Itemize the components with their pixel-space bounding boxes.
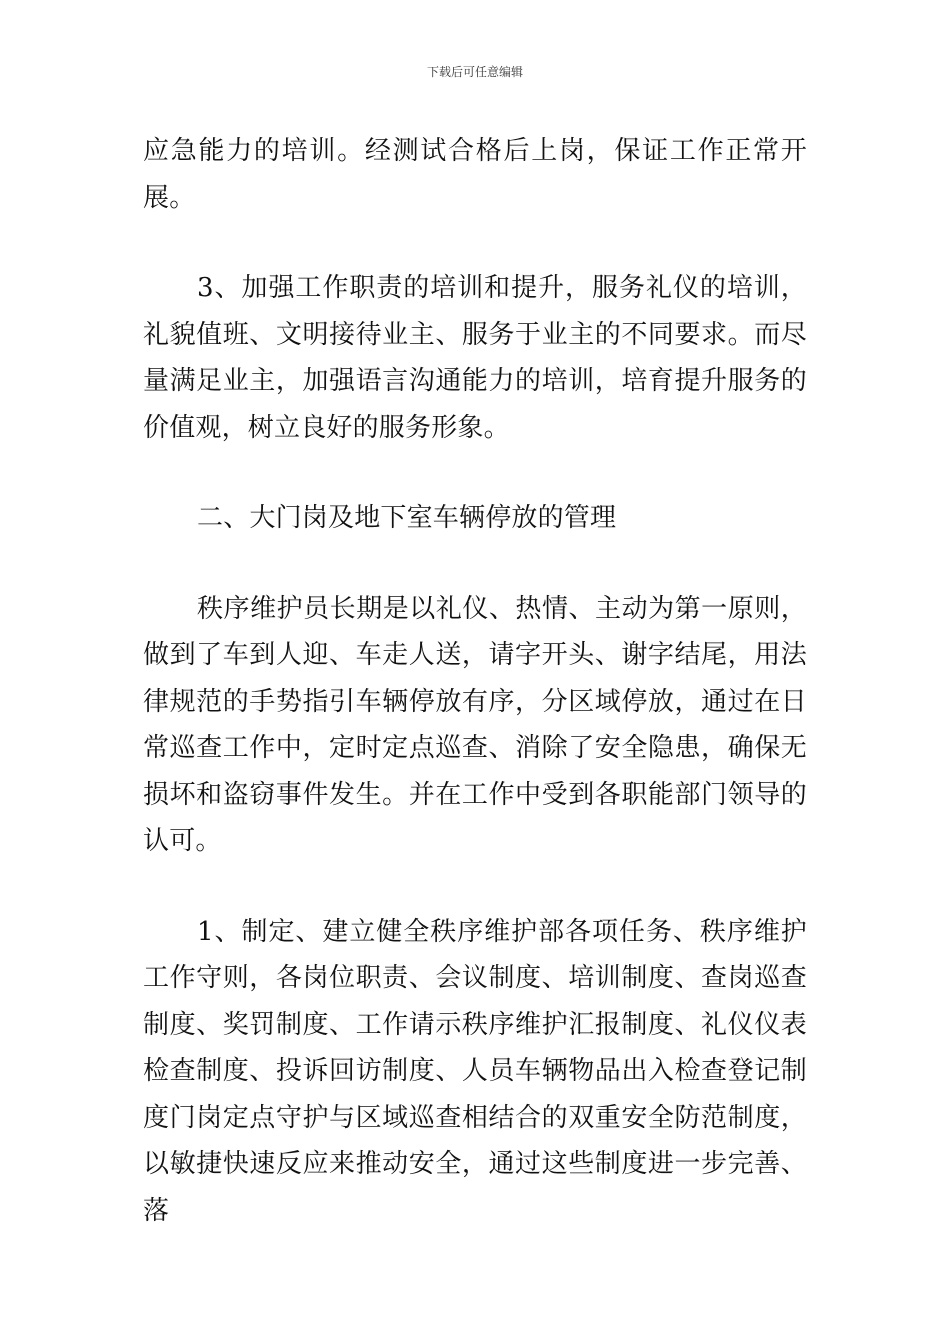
paragraph-item-1: 1、制定、建立健全秩序维护部各项任务、秩序维护工作守则，各岗位职责、会议制度、培训制度、查岗巡查制度、奖罚制度、工作请示秩序维护汇报制度、礼仪仪表检查制度、投诉回访制度、人员车辆物品出入检查登记制度门岗定点守护与区域巡查相结合的双重安全防范制度，以敏捷快速反应来推动安全，通过这些制度进一步完善、落: [143, 916, 807, 1226]
paragraph-item-3: 3、加强工作职责的培训和提升，服务礼仪的培训，礼貌值班、文明接待业主、服务于业主的不同要求。而尽量满足业主，加强语言沟通能力的培训，培育提升服务的价值观，树立良好的服务形象。: [143, 273, 807, 443]
paragraph-continuation: 应急能力的培训。经测试合格后上岗，保证工作正常开展。: [143, 136, 807, 213]
section-heading-2: 二、大门岗及地下室车辆停放的管理: [197, 503, 617, 533]
document-body: [143, 128, 807, 1234]
page-header-note: 下载后可任意编辑: [426, 65, 523, 79]
paragraph-section-2-intro: 秩序维护员长期是以礼仪、热情、主动为第一原则，做到了车到人迎、车走人送，请字开头、谢字结尾，用法律规范的手势指引车辆停放有序，分区域停放，通过在日常巡查工作中，定时定点巡查、消除了安全隐患，确保无损坏和盗窃事件发生。并在工作中受到各职能部门领导的认可。: [143, 593, 807, 856]
